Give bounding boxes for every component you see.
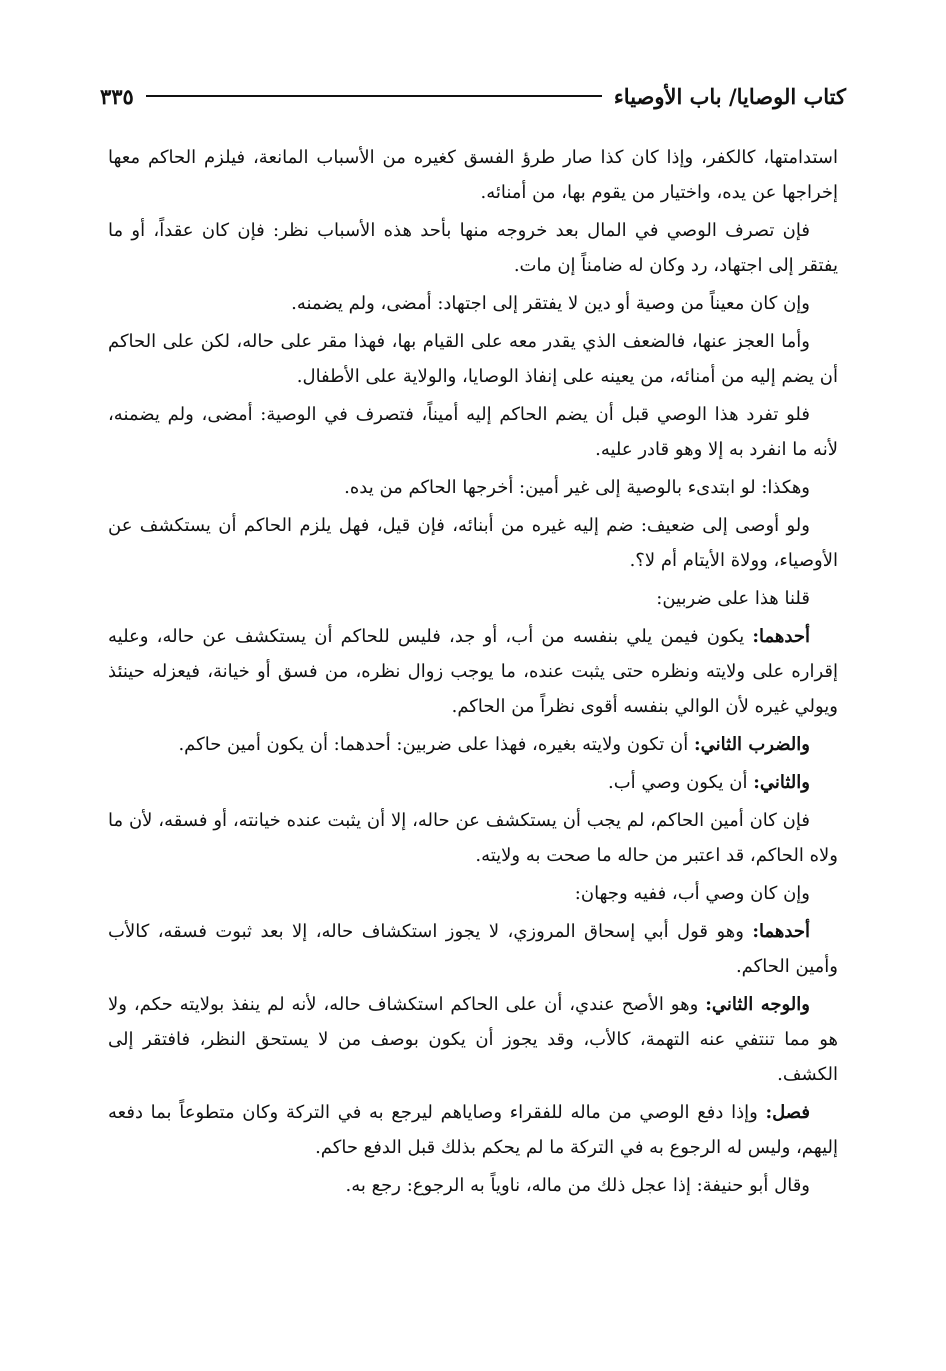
- page-body: [108, 140, 838, 1206]
- paragraph-text: يكون فيمن يلي بنفسه من أب، أو جد، فليس للحاكم أن يستكشف عن حاله، وعليه إقراره على ولايته ونظره حتى يثبت عنده، ما يوجب زوال نظره، من فسق أو خيانة، فيعزله حينئذ ويولي غيره لأن الوالي بنفسه أقوى نظراً من الحاكم.: [108, 626, 838, 717]
- paragraph: [108, 803, 838, 873]
- paragraph: [108, 914, 838, 984]
- paragraph-text: فلو تفرد هذا الوصي قبل أن يضم الحاكم إليه أميناً، فتصرف في الوصية: أمضى، ولم يضمنه، لأنه ما انفرد به إلا وهو قادر عليه.: [108, 404, 838, 460]
- paragraph-text: وقال أبو حنيفة: إذا عجل ذلك من ماله، ناوياً به الرجوع: رجع به.: [345, 1175, 810, 1196]
- paragraph: [108, 140, 838, 210]
- paragraph: [108, 619, 838, 724]
- paragraph-text: أن يكون وصي أب.: [608, 772, 748, 793]
- paragraph-text: أن تكون ولايته بغيره، فهذا على ضربين: أحدهما: أن يكون أمين حاكم.: [178, 734, 689, 755]
- paragraph: [108, 1168, 838, 1203]
- header-rule: [146, 95, 602, 97]
- paragraph-text: وأما العجز عنها، فالضعف الذي يقدر معه على القيام بها، فهذا مقر على حاله، لكن على الحاكم أن يضم إليه من أمنائه، من يعينه على إنفاذ الوصايا، والولاية على الأطفال.: [108, 331, 838, 387]
- paragraph-lead: أحدهما:: [752, 921, 810, 942]
- paragraph: [108, 876, 838, 911]
- page-number: ٣٣٥: [100, 83, 134, 109]
- paragraph: [108, 213, 838, 283]
- paragraph: [108, 1095, 838, 1165]
- paragraph: [108, 727, 838, 762]
- paragraph-lead: فصل:: [765, 1102, 810, 1123]
- paragraph-text: وهو قول أبي إسحاق المروزي، لا يجوز استكشاف حاله، إلا بعد ثبوت فسقه، كالأب وأمين الحاكم.: [108, 921, 838, 977]
- paragraph: [108, 765, 838, 800]
- paragraph-text: ولو أوصى إلى ضعيف: ضم إليه غيره من أبنائه، فإن قيل، فهل يلزم الحاكم أن يستكشف عن الأوصياء، وولاة الأيتام أم لا؟.: [108, 515, 838, 571]
- paragraph-text: فإن كان أمين الحاكم، لم يجب أن يستكشف عن حاله، إلا أن يثبت عنده خيانته، أو فسقه، لأن ما ولاه الحاكم، قد اعتبر من حاله ما صحت به ولايته.: [108, 810, 838, 866]
- paragraph: [108, 987, 838, 1092]
- running-title: كتاب الوصايا/ باب الأوصياء: [613, 83, 846, 109]
- paragraph-lead: والثاني:: [753, 772, 810, 793]
- paragraph-lead: والضرب الثاني:: [694, 734, 810, 755]
- paragraph-text: وإن كان معيناً من وصية أو دين لا يفتقر إلى اجتهاد: أمضى، ولم يضمنه.: [291, 293, 810, 314]
- paragraph: [108, 286, 838, 321]
- paragraph-text: فإن تصرف الوصي في المال بعد خروجه منها بأحد هذه الأسباب نظر: فإن كان عقداً، أو ما يفتقر إلى اجتهاد، رد وكان له ضامناً إن مات.: [108, 220, 838, 276]
- paragraph: [108, 581, 838, 616]
- paragraph-text: وإذا دفع الوصي من ماله للفقراء وصاياهم ليرجع به في التركة وكان متطوعاً بما دفعه إليهم، وليس له الرجوع به في التركة ما لم يحكم بذلك قبل الدفع حاكم.: [108, 1102, 838, 1158]
- paragraph-text: استدامتها، كالكفر، وإذا كان كذا صار طرؤ الفسق كغيره من الأسباب المانعة، فيلزم الحاكم معها إخراجها عن يده، واختيار من يقوم بها، من أمنائه.: [108, 147, 838, 203]
- paragraph: [108, 508, 838, 578]
- running-header: [100, 78, 846, 114]
- paragraph: [108, 324, 838, 394]
- paragraph-lead: أحدهما:: [752, 626, 810, 647]
- paragraph-text: وهكذا: لو ابتدىء بالوصية إلى غير أمين: أخرجها الحاكم من يده.: [344, 477, 810, 498]
- paragraph: [108, 397, 838, 467]
- paragraph-text: وإن كان وصي أب، ففيه وجهان:: [574, 883, 810, 904]
- paragraph-text: قلنا هذا على ضربين:: [656, 588, 810, 609]
- paragraph: [108, 470, 838, 505]
- paragraph-text: وهو الأصح عندي، أن على الحاكم استكشاف حاله، لأنه لم ينفذ بولايته حكم، ولا هو مما تنتفي عنه التهمة، كالأب، وقد يجوز أن يكون بوصف من لا يستحق النظر، فافتقر إلى الكشف.: [108, 994, 838, 1085]
- paragraph-lead: والوجه الثاني:: [705, 994, 810, 1015]
